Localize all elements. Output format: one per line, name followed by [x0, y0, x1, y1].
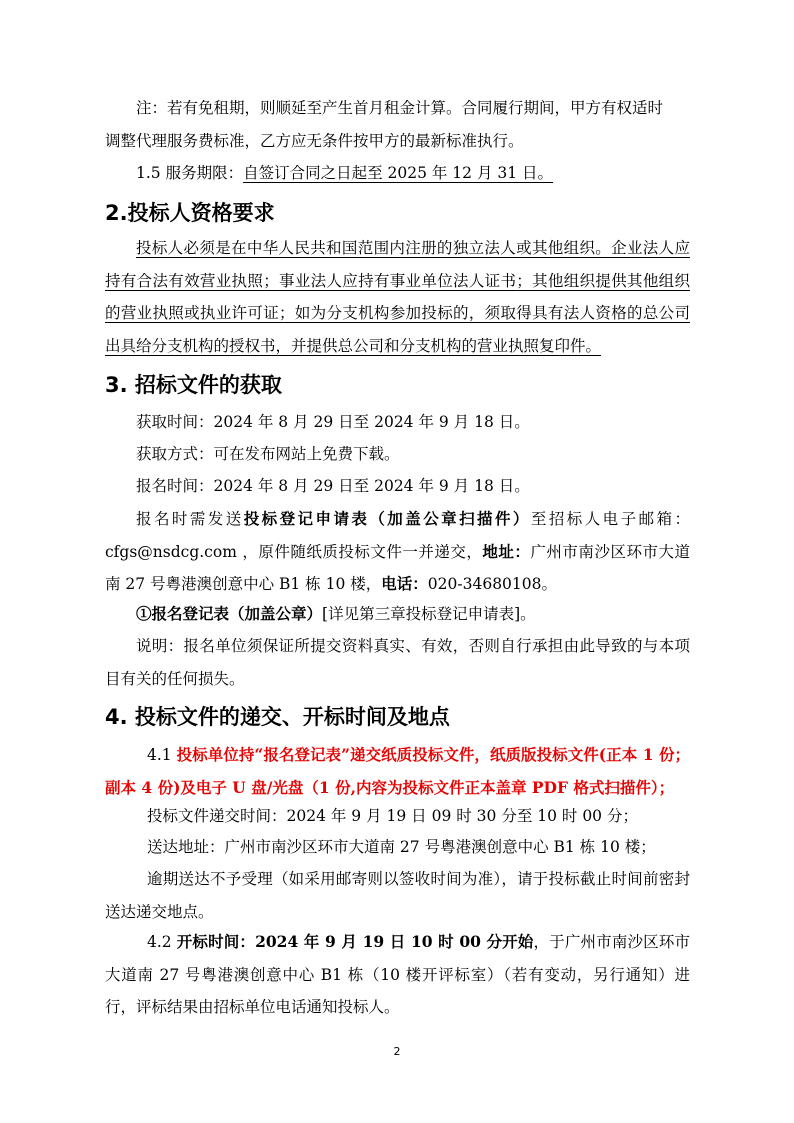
late-submission-notice: 逾期送达不予受理（如采用邮寄则以签收时间为准），请于投标截止时间前密封送达递交地点。: [105, 870, 690, 921]
submit-address: 送达地址：广州市南沙区环市大道南 27 号粤港澳创意中心 B1 栋 10 楼；: [147, 838, 656, 856]
service-term-label: 1.5 服务期限：: [136, 164, 244, 182]
paragraph-4-1: 4.1 投标单位持“报名登记表”递交纸质投标文件，纸质版投标文件(正本 1 份；副本 4 份)及电子 U 盘/光盘（1 份,内容为投标文件正本盖章 PDF 格式扫描件）；: [105, 745, 690, 797]
service-term: [105, 157, 690, 190]
obtain-time: 获取时间：2024 年 8 月 29 日至 2024 年 9 月 18 日。: [136, 413, 530, 431]
note-line-2: 调整代理服务费标准，乙方应无条件按甲方的最新标准执行。: [105, 132, 524, 150]
section-3-heading: 3. 招标文件的获取: [105, 373, 282, 397]
page-number: 2: [393, 1045, 401, 1058]
obtain-method: 获取方式：可在发布网站上免费下载。: [136, 445, 400, 463]
register-time: 报名时间：2024 年 8 月 29 日至 2024 年 9 月 18 日。: [136, 477, 530, 495]
service-term-value: 自签订合同之日起至 2025 年 12 月 31 日。: [243, 164, 554, 182]
paragraph-4-2: 4.2 开标时间：2024 年 9 月 19 日 10 时 00 分开始，于广州市南沙区环市大道南 27 号粤港澳创意中心 B1 栋（10 楼开评标室）（若有变动，另行通知）进行，评标结果由招标单位电话通知投标人。: [105, 932, 690, 1017]
section-4-heading: 4. 投标文件的递交、开标时间及地点: [105, 705, 450, 729]
registration-form-item: ①报名登记表（加盖公章）[详见第三章投标登记申请表]。: [136, 604, 536, 623]
registration-send-paragraph: 报名时需发送投标登记申请表（加盖公章扫描件）至招标人电子邮箱：cfgs@nsdcg.com ，原件随纸质投标文件一并递交，地址：广州市南沙区环市大道南 27 号粤港澳创意中心 B1 栋 10 楼，电话：020-34680108。: [105, 509, 690, 594]
qualification-paragraph: 投标人必须是在中华人民共和国范围内注册的独立法人或其他组织。企业法人应持有合法有效营业执照；事业法人应持有事业单位法人证书；其他组织提供其他组织的营业执照或执业许可证；如为分支机构参加投标的，须取得具有法人资格的总公司出具给分支机构的授权书，并提供总公司和分支机构的营业执照复印件。: [105, 239, 690, 355]
note-line-1: 注：若有免租期，则顺延至产生首月租金计算。合同履行期间，甲方有权适时: [136, 99, 664, 117]
submit-time: 投标文件递交时间：2024 年 9 月 19 日 09 时 30 分至 10 时 00 分；: [147, 807, 638, 825]
registration-notice: 说明：报名单位须保证所提交资料真实、有效，否则自行承担由此导致的与本项目有关的任何损失。: [105, 637, 690, 688]
section-2-heading: 2.投标人资格要求: [105, 201, 275, 225]
